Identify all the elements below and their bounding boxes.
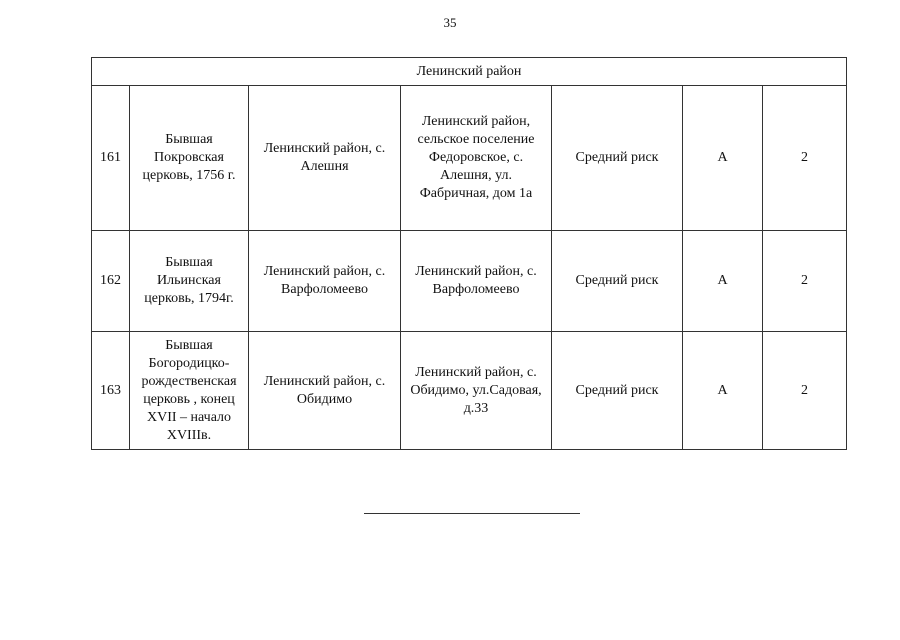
row-number: 163	[92, 332, 130, 450]
class-value: 2	[763, 86, 847, 231]
row-number: 162	[92, 231, 130, 332]
object-address: Ленинский район, с. Обидимо, ул.Садовая, д.33	[401, 332, 552, 450]
table-row	[92, 231, 847, 332]
risk-level: Средний риск	[552, 332, 683, 450]
table-row	[92, 332, 847, 450]
object-location: Ленинский район, с. Обидимо	[249, 332, 401, 450]
row-number: 161	[92, 86, 130, 231]
risk-level: Средний риск	[552, 231, 683, 332]
object-address: Ленинский район, с. Варфоломеево	[401, 231, 552, 332]
risk-level: Средний риск	[552, 86, 683, 231]
category: А	[683, 332, 763, 450]
object-name: Бывшая Покровская церковь, 1756 г.	[130, 86, 249, 231]
object-location: Ленинский район, с. Варфоломеево	[249, 231, 401, 332]
category: А	[683, 86, 763, 231]
object-address: Ленинский район, сельское поселение Федоровское, с. Алешня, ул. Фабричная, дом 1а	[401, 86, 552, 231]
footer-rule	[364, 513, 580, 514]
object-location: Ленинский район, с. Алешня	[249, 86, 401, 231]
table-row	[92, 86, 847, 231]
district-header: Ленинский район	[92, 58, 847, 86]
page-number: 35	[443, 15, 457, 30]
class-value: 2	[763, 231, 847, 332]
district-header-row	[92, 58, 847, 86]
object-name: Бывшая Ильинская церковь, 1794г.	[130, 231, 249, 332]
class-value: 2	[763, 332, 847, 450]
object-name: Бывшая Богородицко-рождественская церковь , конец XVII – начало XVIIIв.	[130, 332, 249, 450]
heritage-objects-table	[91, 57, 847, 450]
category: А	[683, 231, 763, 332]
